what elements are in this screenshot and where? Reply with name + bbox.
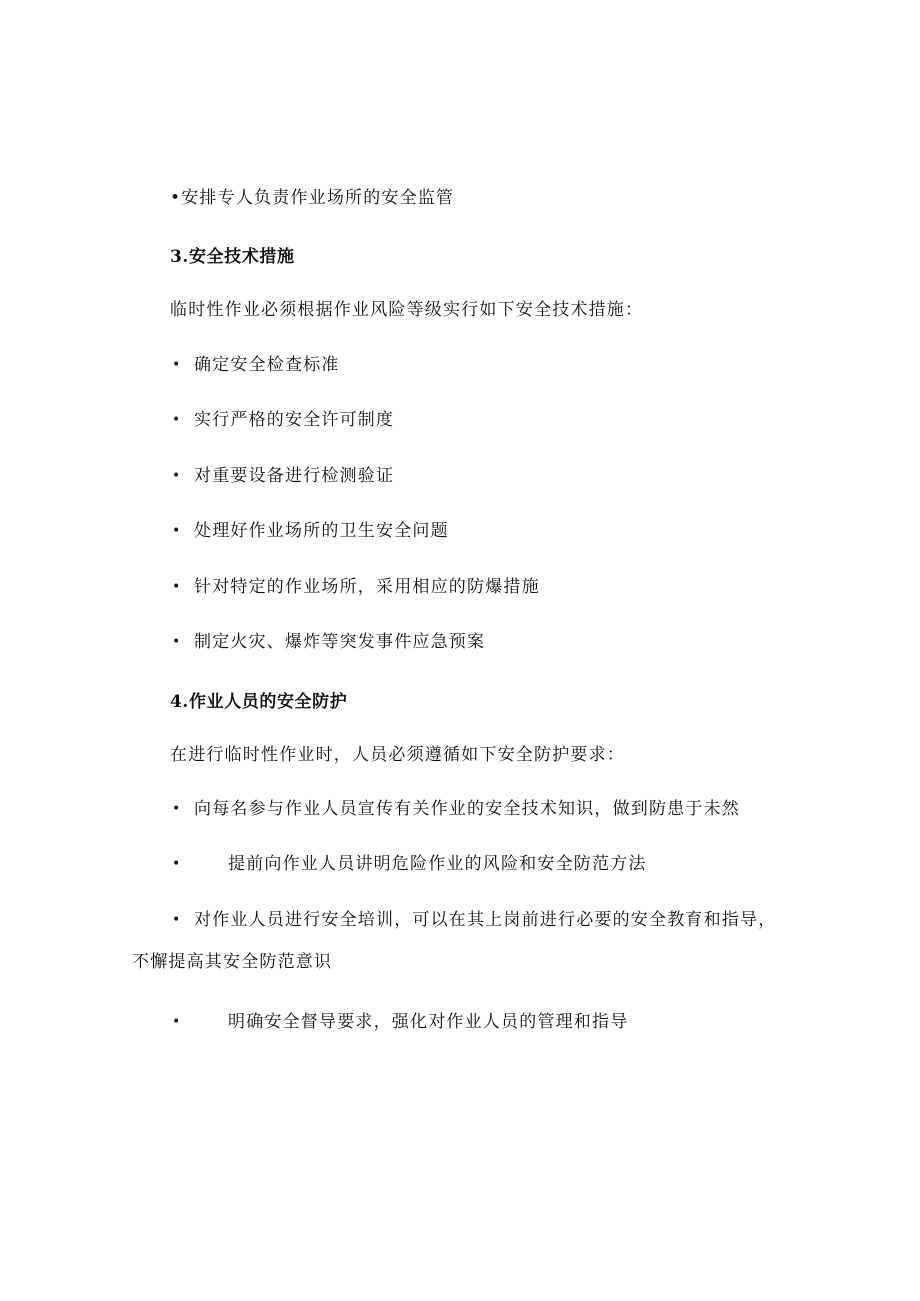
bullet-icon: • [172, 912, 181, 928]
bullet-icon: • [172, 357, 181, 373]
section-4-heading: 4.作业人员的安全防护 [170, 692, 348, 712]
section-4-item-3-continuation: 不懈提高其安全防范意识 [132, 952, 333, 972]
bullet-icon: • [172, 801, 181, 817]
section-3-item-1: 确定安全检查标准 [194, 355, 340, 375]
top-list-item: •安排专人负责作业场所的安全监管 [170, 188, 455, 208]
section-4-item-4: 明确安全督导要求，强化对作业人员的管理和指导 [228, 1012, 629, 1032]
bullet-icon: • [172, 856, 181, 872]
bullet-icon: • [172, 579, 181, 595]
section-4-item-3: 对作业人员进行安全培训，可以在其上岗前进行必要的安全教育和指导， [194, 910, 777, 930]
section-4-item-1: 向每名参与作业人员宣传有关作业的安全技术知识，做到防患于未然 [194, 799, 740, 819]
section-3-item-5: 针对特定的作业场所，采用相应的防爆措施 [194, 577, 540, 597]
bullet-icon: • [172, 523, 181, 539]
bullet-icon: • [172, 1014, 181, 1030]
section-3-item-6: 制定火灾、爆炸等突发事件应急预案 [194, 632, 486, 652]
section-3-intro: 临时性作业必须根据作业风险等级实行如下安全技术措施： [170, 300, 644, 320]
section-3-item-4: 处理好作业场所的卫生安全问题 [194, 521, 449, 541]
section-4-intro: 在进行临时性作业时，人员必须遵循如下安全防护要求： [170, 745, 625, 765]
section-3-heading: 3.安全技术措施 [170, 247, 295, 267]
section-3-item-2: 实行严格的安全许可制度 [194, 410, 395, 430]
bullet-icon: • [172, 412, 181, 428]
bullet-icon: • [172, 634, 181, 650]
section-3-item-3: 对重要设备进行检测验证 [194, 466, 395, 486]
section-4-item-2: 提前向作业人员讲明危险作业的风险和安全防范方法 [228, 854, 647, 874]
bullet-icon: • [172, 468, 181, 484]
